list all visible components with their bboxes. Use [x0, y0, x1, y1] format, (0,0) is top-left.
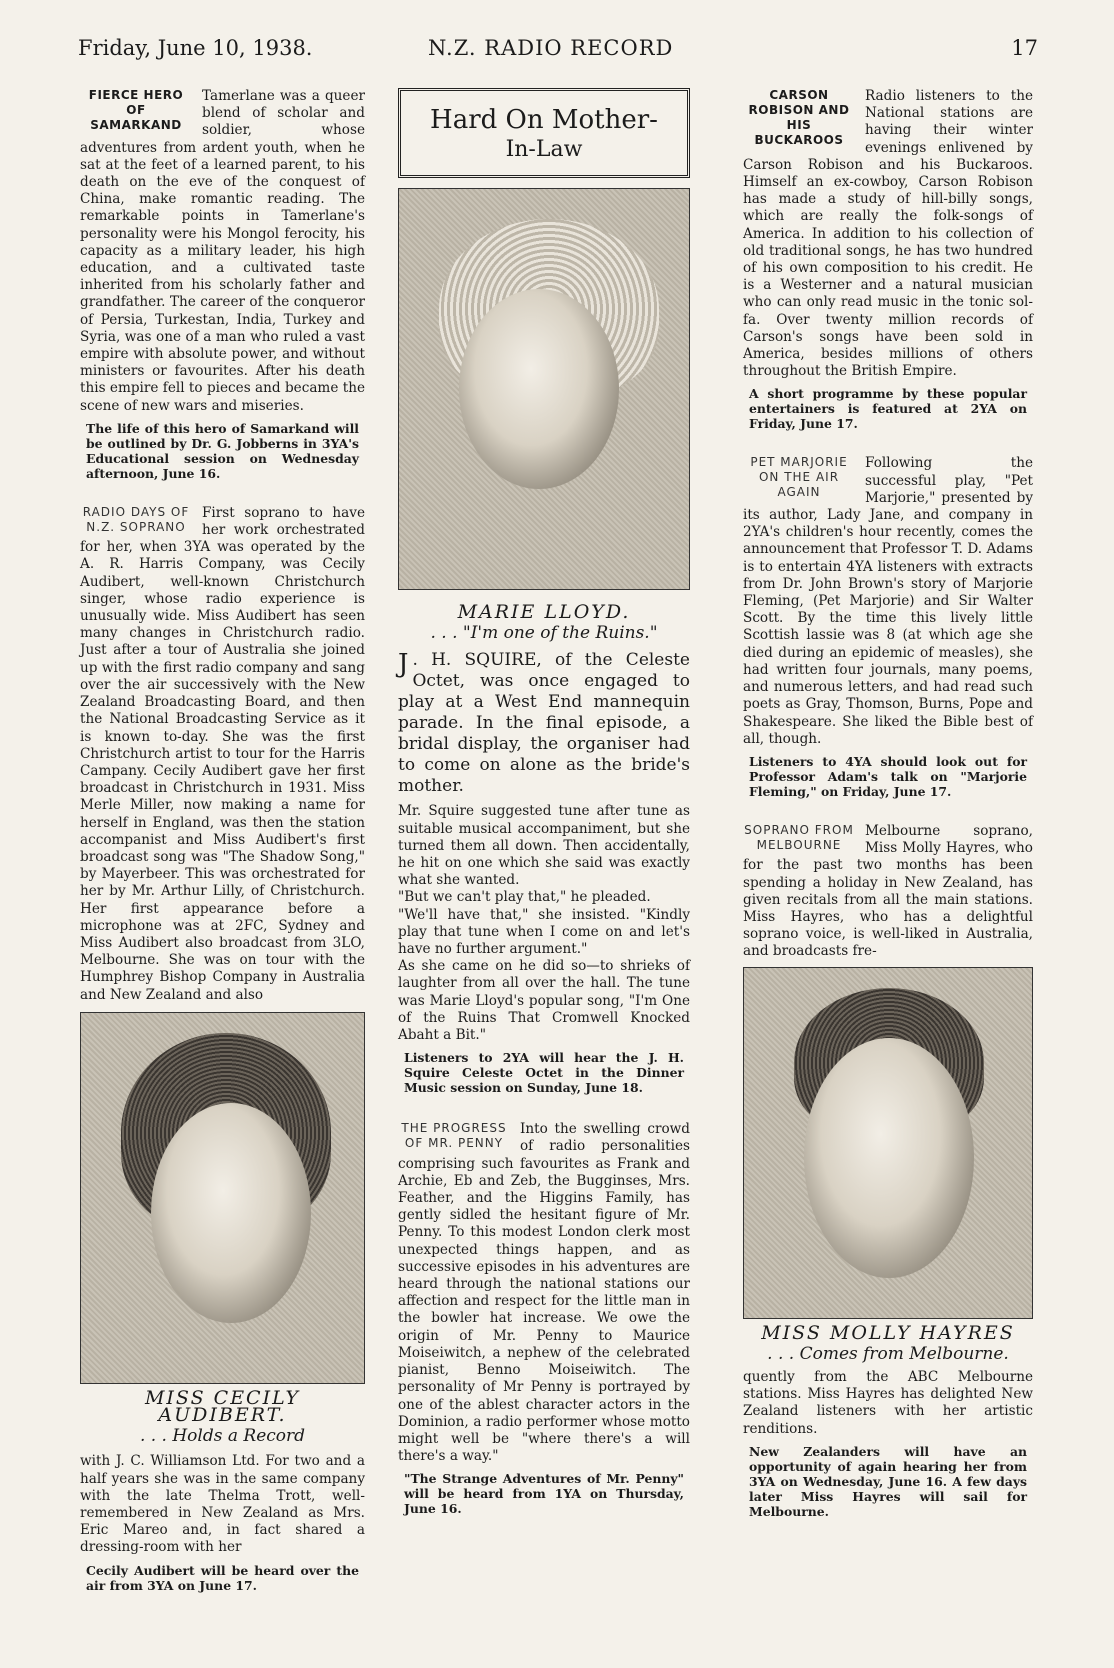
publication-title: N.Z. RADIO RECORD — [428, 36, 674, 60]
article-audibert — [80, 505, 365, 1593]
article-heading: CARSON ROBISON AND HIS BUCKAROOS — [748, 88, 850, 147]
column-right — [743, 88, 1033, 1543]
article-pet-marjorie — [743, 455, 1033, 798]
column-left — [80, 88, 365, 1617]
page-header — [78, 36, 1038, 66]
lead-paragraph: J . H. SQUIRE, of the Celeste Octet, was once engaged to play at a West End mannequin parade. In the final episode, a bridal display, the organiser had to come on alone as the bride's mother. — [398, 649, 690, 797]
article-body: Tamerlane was a queer blend of scholar and soldier, whose adventures from ardent youth, when he sat at the feet of a learned parent, to his death on the eve of the conquest of China, make romantic reading. The remarkable points in Tamerlane's personality were his Mongol ferocity, his capacity as a military leader, his high education, and a cultivated taste inherited from his scholarly father and grandfather. The career of the conqueror of Persia, Turkestan, India, Turkey and Syria, was one of a man who ruled a vast empire with absolute power, and without ministers or favourites. After his death this empire fell to pieces and became the scene of new wars and miseries. — [80, 88, 365, 414]
article-body-continued: quently from the ABC Melbourne stations. Miss Hayres has delighted New Zealand listeners with her artistic renditions. — [743, 1368, 1033, 1437]
photo-caption-sub: . . . "I'm one of the Ruins." — [430, 623, 658, 644]
feature-title-line1: Hard On Mother- — [430, 105, 658, 135]
article-heading: THE PROGRESS OF MR. PENNY — [401, 1121, 507, 1151]
issue-date: Friday, June 10, 1938. — [78, 36, 313, 60]
paragraph: "But we can't play that," he pleaded. — [398, 889, 651, 906]
article-samarkand — [80, 88, 365, 481]
photo-caption-sub: . . . Holds a Record — [139, 1426, 306, 1447]
article-mr-penny — [398, 1121, 690, 1516]
photo-marie-lloyd — [398, 188, 690, 590]
paragraph: "We'll have that," she insisted. "Kindly play that tune when I come on and let's have no further argument." — [398, 906, 690, 958]
paragraph: Mr. Squire suggested tune after tune as suitable musical accompaniment, but she turned them all down. Then accidentally, he hit on one which she said was exactly what she wanted. — [398, 803, 690, 889]
broadcast-note: New Zealanders will have an opportunity of again hearing her from 3YA on Wednesday, June 16. A few days later Miss Hayres will sail for Melbourne. — [749, 1443, 1027, 1519]
broadcast-note: Listeners to 4YA should look out for Professor Adam's talk on "Marjorie Fleming," on Friday, June 17. — [749, 753, 1027, 799]
article-body: Into the swelling crowd of radio personalities comprising such favourites as Frank and Archie, Eb and Zeb, the Bugginses, Mrs. Feather, and the Higgins Family, has gently sidled the hesitant figure of Mr. Penny. To this modest London clerk most unexpected things happen, and as successive episodes in his adventures are heard through the national stations our affection and respect for the little man in the bowler hat increase. We owe the origin of Mr. Penny to Maurice Moiseiwitch, a nephew of the celebrated pianist, Benno Moiseiwitch. The personality of Mr Penny is portrayed by one of the ablest character actors in the Dominion, a radio performer whose motto might well be "where there's a will there's a way." — [398, 1121, 690, 1465]
article-body-continued: with J. C. Williamson Ltd. For two and a half years she was in the same company with the late Thelma Trott, well-remembered in New Zealand as Mrs. Eric Mareo and, in fact shared a dressing-room with her — [80, 1453, 365, 1556]
article-molly-hayres — [743, 823, 1033, 1519]
photo-caption-name: MARIE LLOYD. — [457, 601, 631, 623]
broadcast-note: "The Strange Adventures of Mr. Penny" will be heard from 1YA on Thursday, June 16. — [404, 1471, 684, 1517]
broadcast-note: Cecily Audibert will be heard over the air from 3YA on June 17. — [86, 1562, 359, 1593]
article-body: Following the successful play, "Pet Marjorie," presented by its author, Lady Jane, and company in 2YA's children's hour recently, comes the announcement that Professor T. D. Adams is to entertain 4YA listeners with extracts from Dr. John Brown's story of Marjorie Fleming, (Pet Marjorie) and Sir Walter Scott. By the time this lively little Scottish lassie was 8 (at which age she died during an epidemic of measles), she had written four journals, many poems, and numerous letters, and had read such poets as Gray, Thomson, Burns, Pope and Shakespeare. She liked the Bible best of all, though. — [743, 455, 1033, 747]
photo-cecily-audibert — [80, 1012, 365, 1384]
article-heading: RADIO DAYS OF N.Z. SOPRANO — [82, 504, 190, 534]
article-body: Melbourne soprano, Miss Molly Hayres, who for the past two months has been spending a holiday in New Zealand, has given recitals from all the main stations. Miss Hayres, who has a delightful soprano voice, is well-liked in Australia, and broadcasts fre- — [743, 822, 1033, 960]
feature-title-line2: In-Law — [505, 137, 583, 162]
photo-caption-name: MISS CECILY AUDIBERT. — [144, 1386, 301, 1426]
broadcast-note: The life of this hero of Samarkand will be outlined by Dr. G. Jobberns in 3YA's Educational session on Wednesday afternoon, June 16. — [86, 420, 359, 481]
broadcast-note: Listeners to 2YA will hear the J. H. Squire Celeste Octet in the Dinner Music session on Sunday, June 18. — [404, 1050, 684, 1096]
article-body: Radio listeners to the National stations are having their winter evenings enlivened by Carson Robison and his Buckaroos. Himself an ex-cowboy, Carson Robison has made a study of hill-billy songs, which are really the folk-songs of America. In addition to his collection of old traditional songs, he has two hundred of his own composition to his credit. He is a Westerner and a natural musician who can only read music in the tonic sol-fa. Over twenty million records of Carson's songs have been sold in America, besides millions of others throughout the British Empire. — [743, 88, 1033, 380]
page-number: 17 — [1011, 36, 1038, 60]
column-center — [398, 88, 690, 1540]
drop-cap: J — [398, 649, 409, 680]
article-heading: PET MARJORIE ON THE AIR AGAIN — [750, 455, 848, 500]
article-body: First soprano to have her work orchestrated for her, when 3YA was operated by the A. R. Harris Company, was Cecily Audibert, well-known Christchurch singer, whose radio experience is unusually wide. Miss Audibert has seen many changes in Christchurch radio. Just after a tour of Australia she joined up with the first radio company and sang over the air successively with the New Zealand Broadcasting Board, and then the National Broadcasting Service as it is known to-day. She was the first Christchurch artist to tour for the Harris Campany. Cecily Audibert gave her first broadcast in Christchurch in 1931. Miss Merle Miller, now making a name for herself in England, was then the station accompanist and Miss Audibert's first broadcast song was "The Shadow Song," by Mayerbeer. This was orchestrated for her by Mr. Arthur Lilly, of Christchurch. Her first appearance before a microphone was at 2FC, Sydney and Miss Audibert also broadcast from 3LO, Melbourne. She was on tour with the Humphrey Bishop Company in Australia and New Zealand and also — [80, 504, 365, 1003]
paragraph: As she came on he did so—to shrieks of laughter from all over the hall. The tune was Marie Lloyd's popular song, "I'm One of the Ruins That Cromwell Knocked Abaht a Bit." — [398, 958, 690, 1044]
photo-caption-sub: . . . Comes from Melbourne. — [767, 1343, 1009, 1364]
article-heading: FIERCE HERO OF SAMARKAND — [88, 88, 184, 132]
feature-title — [398, 88, 690, 178]
article-heading: SOPRANO FROM MELBOURNE — [744, 822, 854, 852]
photo-molly-hayres — [743, 967, 1033, 1319]
photo-caption-name: MISS MOLLY HAYRES — [761, 1321, 1015, 1344]
article-carson-robison — [743, 88, 1033, 431]
broadcast-note: A short programme by these popular entertainers is featured at 2YA on Friday, June 17. — [749, 386, 1027, 432]
